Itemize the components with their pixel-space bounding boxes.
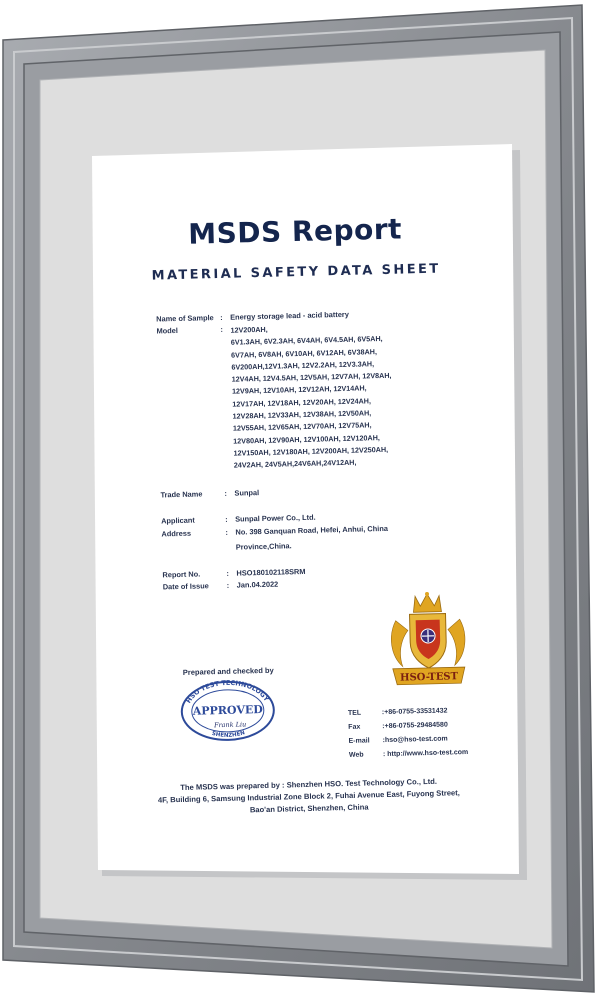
field-value: Energy storage lead - acid battery xyxy=(230,309,349,322)
page-title: MSDS Report xyxy=(187,212,403,251)
contact-label: E-mail xyxy=(348,737,370,745)
contact-value: :+86-0755-29484580 xyxy=(382,721,448,731)
field-label: Date of Issue xyxy=(162,581,209,592)
approved-stamp xyxy=(177,678,279,744)
stamp-lower-text: SHENZHEN xyxy=(211,730,246,739)
model-line: 12V9AH, 12V10AH, 12V12AH, 12V14AH, xyxy=(231,383,367,397)
field-value: Jan.04.2022 xyxy=(236,579,279,590)
field-sample: Name of Sample : Energy storage lead - acid battery xyxy=(156,309,349,324)
stamp-signature: Frank Liu xyxy=(213,720,247,730)
stamp-approved-text: APPROVED xyxy=(192,703,263,718)
stamp-ring-text: HSO TEST TECHNOLOGY xyxy=(184,678,271,705)
model-list xyxy=(230,324,410,472)
field-report-no: Report No. : HSO180102118SRM xyxy=(162,566,306,580)
contact-value: : http://www.hso-test.com xyxy=(382,749,469,759)
model-line: 12V80AH, 12V90AH, 12V100AH, 12V120AH, xyxy=(233,432,380,446)
crown-icon xyxy=(413,594,441,613)
footer-line-3: Bao'an District, Shenzhen, China xyxy=(249,802,369,815)
footer-line-1: The MSDS was prepared by : Shenzhen HSO. Test Technology Co., Ltd. xyxy=(180,776,438,793)
field-label: Applicant xyxy=(161,515,195,526)
field-value: Sunpal xyxy=(234,488,260,498)
footer-line-2: 4F, Building 6, Samsung Industrial Zone Block 2, Fuhai Avenue East, Fuyong Street, xyxy=(157,788,460,805)
model-line: 12V17AH, 12V18AH, 12V20AH, 12V24AH, xyxy=(232,396,372,409)
banner-text: HSO-TEST xyxy=(399,671,459,684)
field-address: Address : No. 398 Ganquan Road, Hefei, Anhui, China xyxy=(161,523,388,539)
field-label: Trade Name xyxy=(160,489,203,500)
prepared-by-label: Prepared and checked by xyxy=(182,665,274,677)
field-label: Model xyxy=(156,325,178,336)
page-subtitle: MATERIAL SAFETY DATA SHEET xyxy=(151,261,441,284)
model-line: 12V150AH, 12V180AH, 12V200AH, 12V250AH, xyxy=(233,444,389,458)
field-date-of-issue: Date of Issue : Jan.04.2022 xyxy=(162,579,279,592)
model-line: 6V7AH, 6V8AH, 6V10AH, 6V12AH, 6V38AH, xyxy=(231,346,378,360)
field-model: Model : xyxy=(156,324,224,336)
contact-tel xyxy=(348,708,448,717)
certificate-page xyxy=(84,148,519,878)
model-line: 6V1.3AH, 6V2.3AH, 6V4AH, 6V4.5AH, 6V5AH, xyxy=(230,334,383,347)
field-address-line2: Province,China. xyxy=(235,541,292,552)
model-line: 24V2AH, 24V5AH,24V6AH,24V12AH, xyxy=(233,457,357,470)
field-value: No. 398 Ganquan Road, Hefei, Anhui, China xyxy=(235,523,388,537)
field-label: Name of Sample xyxy=(156,313,214,324)
field-applicant: Applicant : Sunpal Power Co., Ltd. xyxy=(161,512,316,526)
model-line: 12V28AH, 12V33AH, 12V38AH, 12V50AH, xyxy=(232,408,372,421)
contact-web xyxy=(349,749,468,759)
model-line: 12V4AH, 12V4.5AH, 12V5AH, 12V7AH, 12V8AH, xyxy=(231,370,392,384)
field-value: Sunpal Power Co., Ltd. xyxy=(235,512,316,524)
contact-fax xyxy=(348,722,448,731)
model-line: 12V200AH, xyxy=(230,324,268,335)
hso-crest-logo xyxy=(385,589,471,691)
contact-label: TEL xyxy=(347,709,362,717)
contact-label: Fax xyxy=(348,723,361,731)
contact-value: :+86-0755-33531432 xyxy=(381,707,448,717)
field-label: Address xyxy=(161,528,192,539)
contact-value: :hso@hso-test.com xyxy=(382,735,448,745)
contact-label: Web xyxy=(348,751,364,759)
model-line: 6V200AH,12V1.3AH, 12V2.2AH, 12V3.3AH, xyxy=(231,359,375,372)
field-label: Report No. xyxy=(162,569,201,580)
field-trade-name: Trade Name : Sunpal xyxy=(160,488,260,500)
model-line: 12V55AH, 12V65AH, 12V70AH, 12V75AH, xyxy=(232,420,372,434)
contact-email xyxy=(349,736,448,745)
field-value: HSO180102118SRM xyxy=(236,566,306,578)
